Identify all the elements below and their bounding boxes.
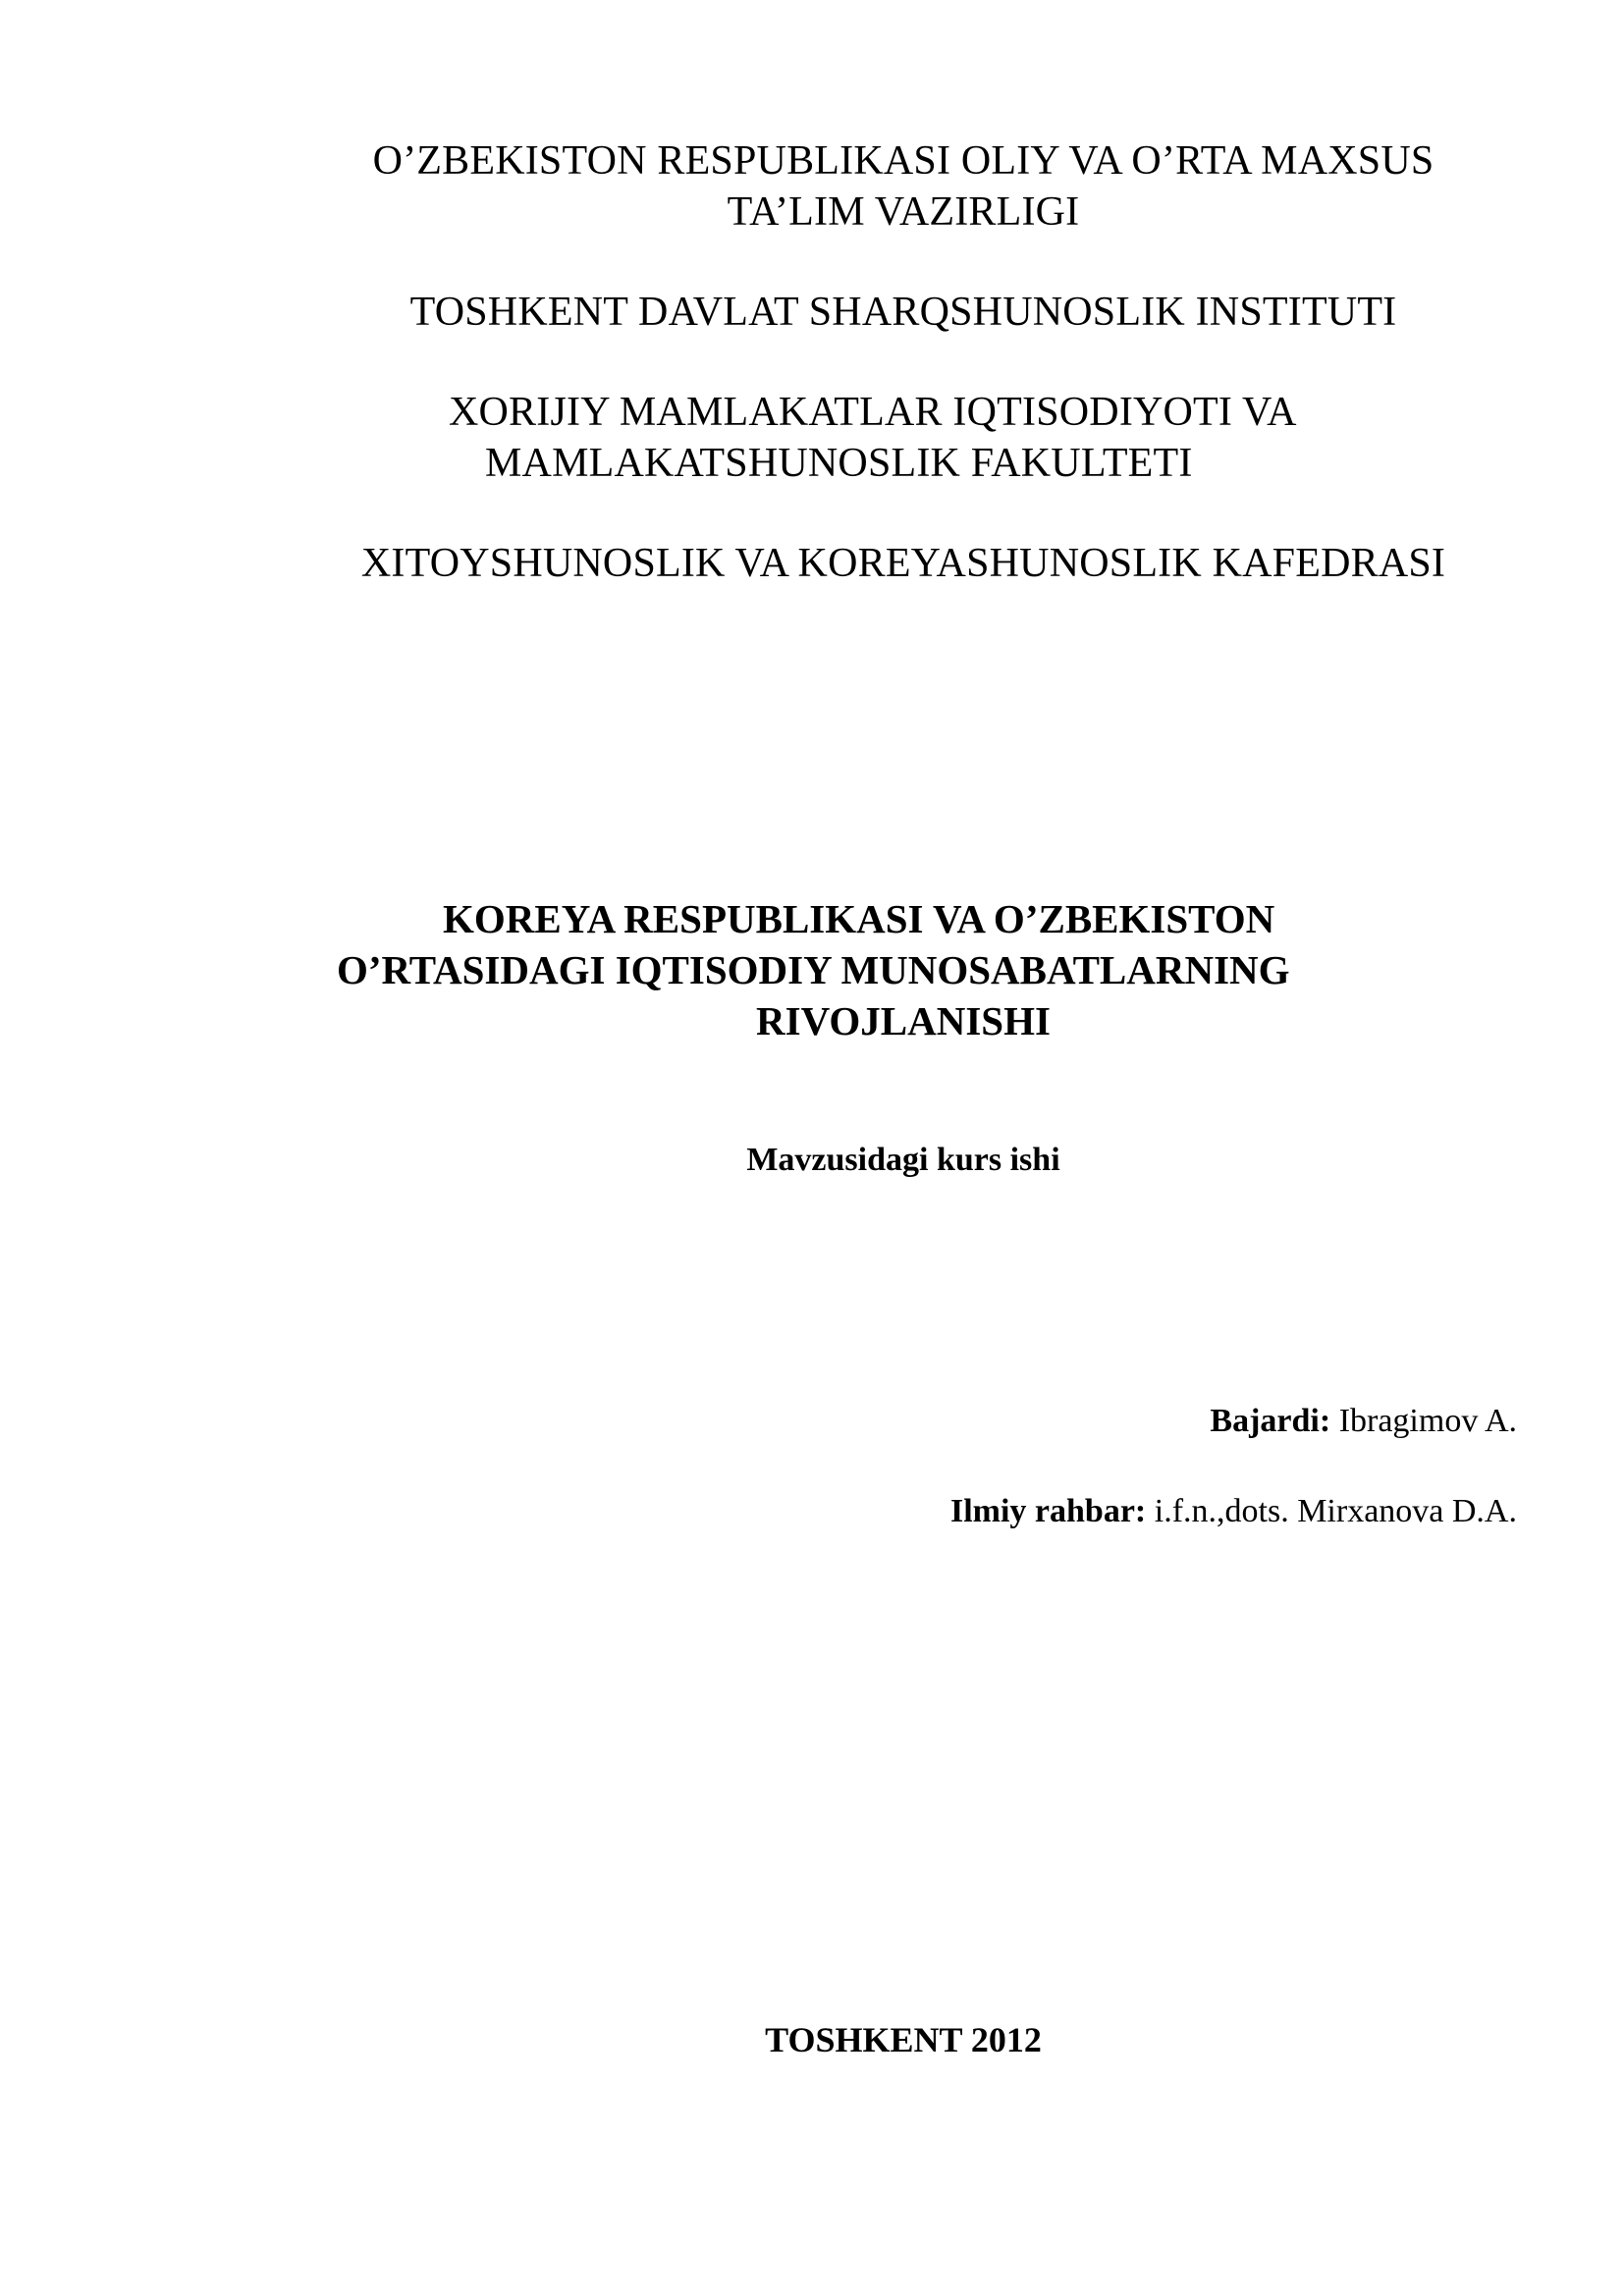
supervisor-name: i.f.n.,dots. Mirxanova D.A. [1154,1493,1517,1529]
author-label: Bajardi: [1210,1403,1331,1439]
faculty-line-2: MAMLAKATSHUNOSLIK FAKULTETI [485,441,1193,486]
department-name: XITOYSHUNOSLIK VA KOREYASHUNOSLIK KAFEDRASI [360,541,1446,586]
ministry-line-1: O’ZBEKISTON RESPUBLIKASI OLIY VA O’RTA MAXSUS [372,138,1435,184]
work-title-line-1: KOREYA RESPUBLIKASI VA O’ZBEKISTON [443,896,1275,941]
supervisor-label: Ilmiy rahbar: [949,1493,1147,1529]
institute-name: TOSHKENT DAVLAT SHARQSHUNOSLIK INSTITUTI [409,290,1397,335]
place-year: TOSHKENT 2012 [765,2020,1042,2059]
author-line [1210,1400,1517,1443]
faculty-line-1: XORIJIY MAMLAKATLAR IQTISODIYOTI VA [449,390,1297,435]
work-title-line-2: O’RTASIDAGI IQTISODIY MUNOSABATLARNING [337,947,1290,992]
ministry-line-2: TA’LIM VAZIRLIGI [727,189,1080,235]
author-name: Ibragimov A. [1338,1403,1517,1439]
work-title-line-3: RIVOJLANISHI [756,998,1051,1043]
work-subtitle: Mavzusidagi kurs ishi [746,1142,1060,1178]
supervisor-line [950,1490,1517,1533]
